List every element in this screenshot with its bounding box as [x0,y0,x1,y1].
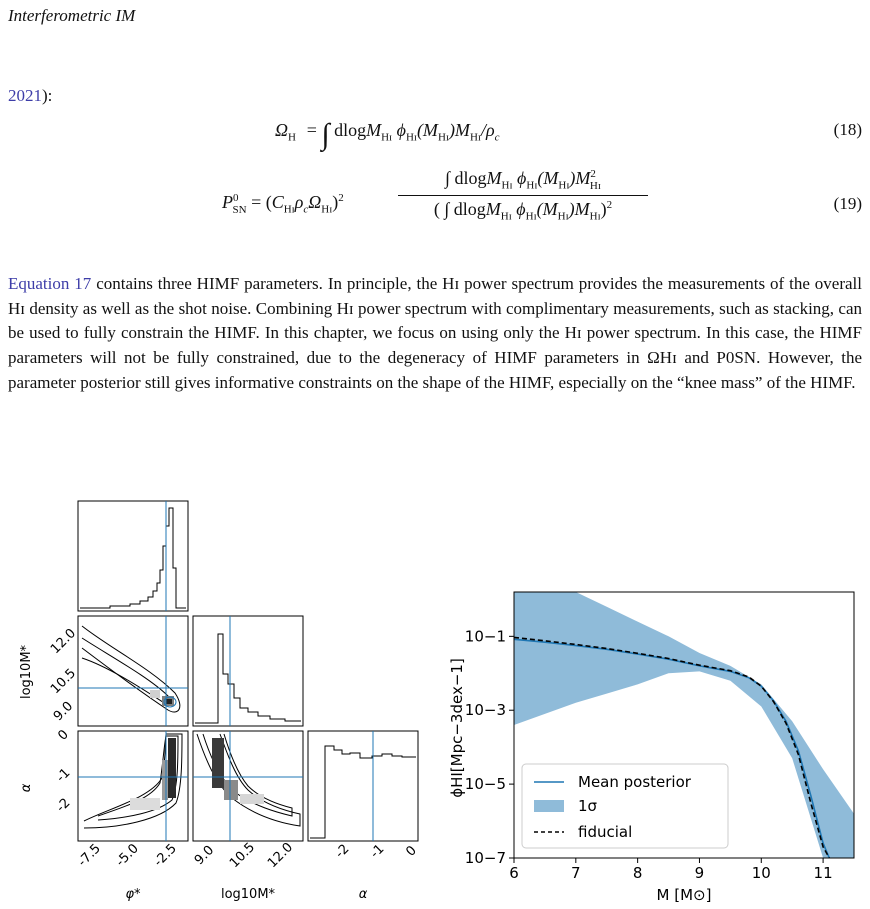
alpha-histogram [310,746,416,838]
panel-phi-hist [78,501,188,611]
xtick-phi-1: -5.0 [113,841,142,870]
xtick-logm-0: 9.0 [191,842,218,869]
contour-alpha-logm [197,734,300,826]
equation-18-body: $\Omega_{Hɪ}$ = ∫ dlogM$_{Hɪ}$ $\phi_{Hɪ}(M_{Hɪ})M_{Hɪ}/\rho_c$ [275,118,500,151]
xtick-alpha-2: 0 [403,843,420,860]
ytick-alpha-1: -1 [53,765,74,786]
citation-line: 2021): [8,86,53,105]
ytick-alpha-0: -2 [53,795,74,816]
ytick-logm-1: 10.5 [47,665,80,698]
himf-ytick-label: 10−7 [464,849,506,867]
ylabel-logm: log10M* [19,644,34,700]
running-header: Interferometric IM [8,6,136,25]
xlabel-logm: log10M* [220,887,276,902]
himf-plot [448,578,868,908]
ylabel-alpha: α [19,783,34,793]
xtick-phi-2: -2.5 [151,841,180,870]
logm-histogram [195,634,301,723]
contour-alpha-phi [84,734,182,828]
xtick-alpha-0: -2 [332,841,353,862]
legend-band: 1σ [578,797,598,815]
equation-19 [0,168,870,248]
himf-xlabel: M [M⊙] [656,886,712,904]
panel-logm-vs-phi [78,616,188,726]
contour-logm-phi [82,626,180,712]
himf-ylabel: ϕHI[Mpc−3dex−1] [448,658,466,798]
himf-xtick-label: 9 [694,864,705,882]
ytick-alpha-2: 0 [55,727,72,744]
legend [522,764,728,848]
xtick-logm-1: 10.5 [226,839,259,872]
xtick-logm-2: 12.0 [264,839,297,872]
legend-mean: Mean posterior [578,773,691,791]
equation-number: (18) [833,120,862,139]
equation-number: (19) [833,194,862,213]
xtick-phi-0: -7.5 [75,841,104,870]
himf-ytick-label: 10−1 [464,627,506,646]
ytick-logm-0: 9.0 [50,698,77,725]
himf-xtick-label: 10 [751,864,771,882]
himf-xtick-label: 11 [813,864,833,882]
xlabel-alpha: α [358,887,368,902]
citation-link[interactable]: 2021 [8,86,42,105]
himf-xtick-label: 7 [571,864,581,882]
body-paragraph [8,272,862,396]
himf-ytick-label: 10−5 [464,775,506,794]
xlabel-phi: φ* [125,887,141,902]
himf-xtick-label: 8 [632,864,643,882]
corner-plot [0,498,440,908]
phi-histogram [80,508,186,608]
equation-19-lhs: $P^0_{SN} = (C_{Hɪ}\rho_c\Omega_{Hɪ})^2$ [222,192,344,216]
equation-link[interactable]: Equation 17 [8,274,92,293]
equation-18 [0,110,870,150]
legend-swatch-band [534,800,564,812]
himf-xtick-label: 6 [509,864,519,882]
xtick-alpha-1: -1 [367,841,388,862]
ytick-logm-2: 12.0 [47,625,80,658]
legend-fiducial: fiducial [578,823,633,841]
equation-19-fraction: ∫ dlogM$_{Hɪ}$ $\phi_{Hɪ}(M_{Hɪ})M^2_{Hɪ}$ ( ∫ dlogM$_{Hɪ}$ $\phi_{Hɪ}(M_{Hɪ})M_{Hɪ})^2$ [398,168,648,222]
himf-ytick-label: 10−3 [464,701,506,720]
paragraph-text: contains three HIMF parameters. In principle, the Hɪ power spectrum provides the measurements of the overall Hɪ density as well as the shot noise. Combining Hɪ power spectrum with complimentary measurements, such as stacking, can be used to fully constrain the HIMF. In this chapter, we focus on using only the Hɪ power spectrum. In this case, the HIMF parameters will not be fully constrained, due to the degeneracy of HIMF parameters in ΩHɪ and P0SN. However, the parameter posterior still gives informative constraints on the shape of the HIMF, especially on the “knee mass” of the HIMF. [8,274,862,392]
